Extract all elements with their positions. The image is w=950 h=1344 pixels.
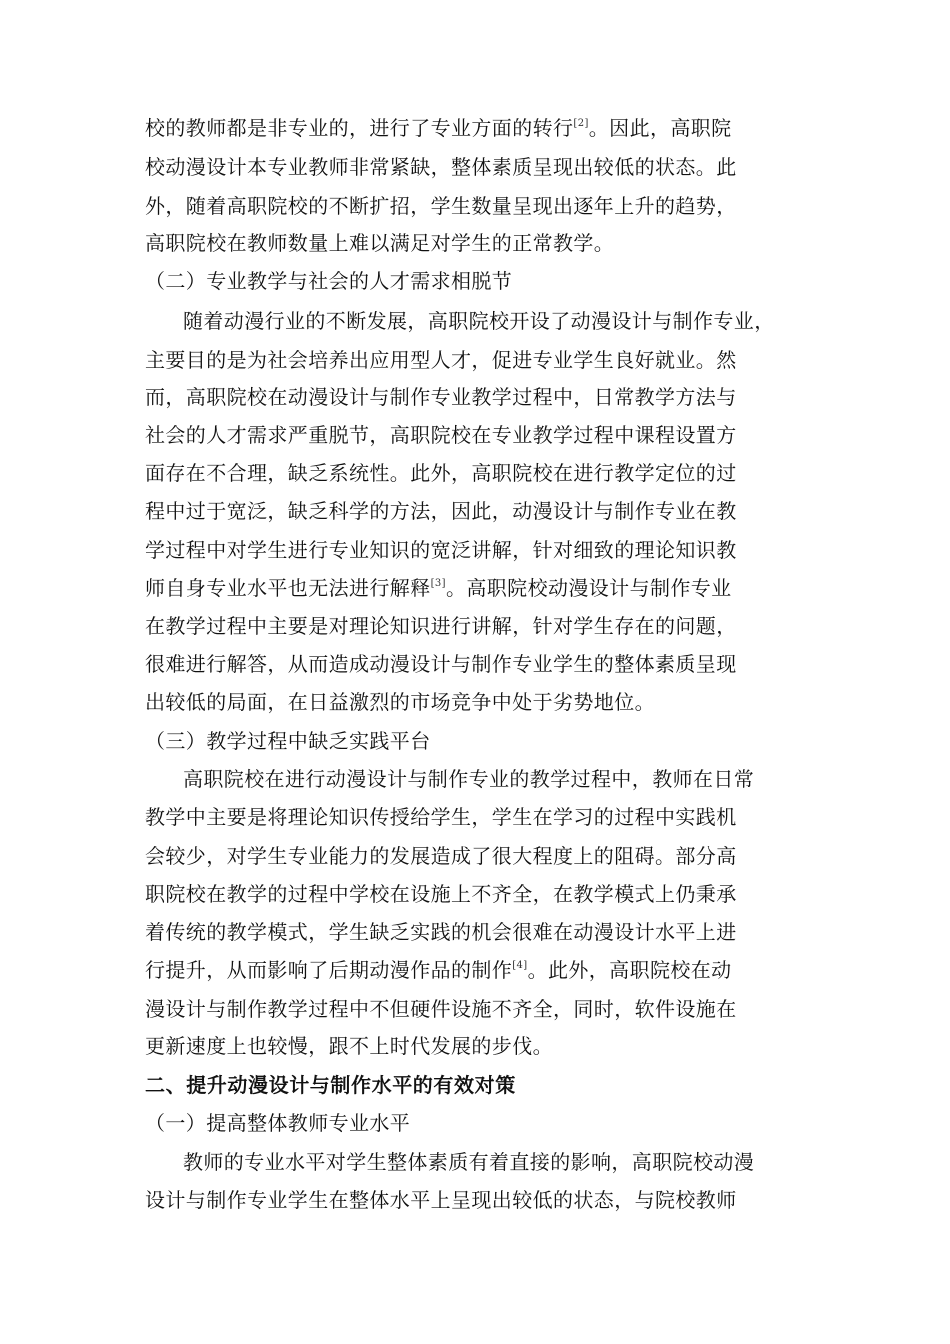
body-line-12: 学过程中对学生进行专业知识的宽泛讲解，针对细致的理论知识教 xyxy=(145,538,737,562)
body-line-18: 高职院校在进行动漫设计与制作专业的教学过程中，教师在日常 xyxy=(183,767,755,791)
body-line-21: 职院校在教学的过程中学校在设施上不齐全，在教学模式上仍秉承 xyxy=(145,882,737,906)
body-line-2: 校动漫设计本专业教师非常紧缺，整体素质呈现出较低的状态。此 xyxy=(145,155,737,179)
body-line-11: 程中过于宽泛，缺乏科学的方法，因此，动漫设计与制作专业在教 xyxy=(145,499,737,523)
body-line-14: 在教学过程中主要是对理论知识进行讲解，针对学生存在的问题， xyxy=(145,614,737,638)
citation-3[interactable]: [3] xyxy=(430,578,446,589)
section-heading-3: （三）教学过程中缺乏实践平台 xyxy=(145,729,431,753)
section-heading-2-1: （一）提高整体教师专业水平 xyxy=(145,1111,411,1135)
body-line-20: 会较少，对学生专业能力的发展造成了很大程度上的阻碍。部分高 xyxy=(145,844,737,868)
body-line-3: 外，随着高职院校的不断扩招，学生数量呈现出逐年上升的趋势， xyxy=(145,194,737,218)
body-line-22: 着传统的教学模式，学生缺乏实践的机会很难在动漫设计水平上进 xyxy=(145,920,737,944)
body-line-6: 随着动漫行业的不断发展，高职院校开设了动漫设计与制作专业， xyxy=(183,309,775,333)
body-line-25: 更新速度上也较慢，跟不上时代发展的步伐。 xyxy=(145,1034,553,1058)
body-line-29: 设计与制作专业学生在整体水平上呈现出较低的状态，与院校教师 xyxy=(145,1188,737,1212)
body-line-9: 社会的人才需求严重脱节，高职院校在专业教学过程中课程设置方 xyxy=(145,423,737,447)
body-line-23: 行提升，从而影响了后期动漫作品的制作[4]。此外，高职院校在动 xyxy=(145,958,732,982)
body-line-16: 出较低的局面，在日益激烈的市场竞争中处于劣势地位。 xyxy=(145,690,655,714)
chapter-heading-2: 二、提升动漫设计与制作水平的有效对策 xyxy=(145,1073,516,1097)
body-line-8: 而，高职院校在动漫设计与制作专业教学过程中，日常教学方法与 xyxy=(145,385,737,409)
body-line-28: 教师的专业水平对学生整体素质有着直接的影响，高职院校动漫 xyxy=(183,1150,755,1174)
citation-4[interactable]: [4] xyxy=(512,960,528,971)
body-line-10: 面存在不合理，缺乏系统性。此外，高职院校在进行教学定位的过 xyxy=(145,461,737,485)
body-line-13: 师自身专业水平也无法进行解释[3]。高职院校动漫设计与制作专业 xyxy=(145,576,732,600)
body-line-4: 高职院校在教师数量上难以满足对学生的正常教学。 xyxy=(145,231,615,255)
body-line-1: 校的教师都是非专业的，进行了专业方面的转行[2]。因此，高职院 xyxy=(145,116,732,140)
body-line-19: 教学中主要是将理论知识传授给学生，学生在学习的过程中实践机 xyxy=(145,805,737,829)
body-line-7: 主要目的是为社会培养出应用型人才，促进专业学生良好就业。然 xyxy=(145,348,737,372)
body-line-15: 很难进行解答，从而造成动漫设计与制作专业学生的整体素质呈现 xyxy=(145,652,737,676)
citation-2[interactable]: [2] xyxy=(573,118,589,129)
section-heading-2: （二）专业教学与社会的人才需求相脱节 xyxy=(145,269,513,293)
body-line-24: 漫设计与制作教学过程中不但硬件设施不齐全，同时，软件设施在 xyxy=(145,997,737,1021)
